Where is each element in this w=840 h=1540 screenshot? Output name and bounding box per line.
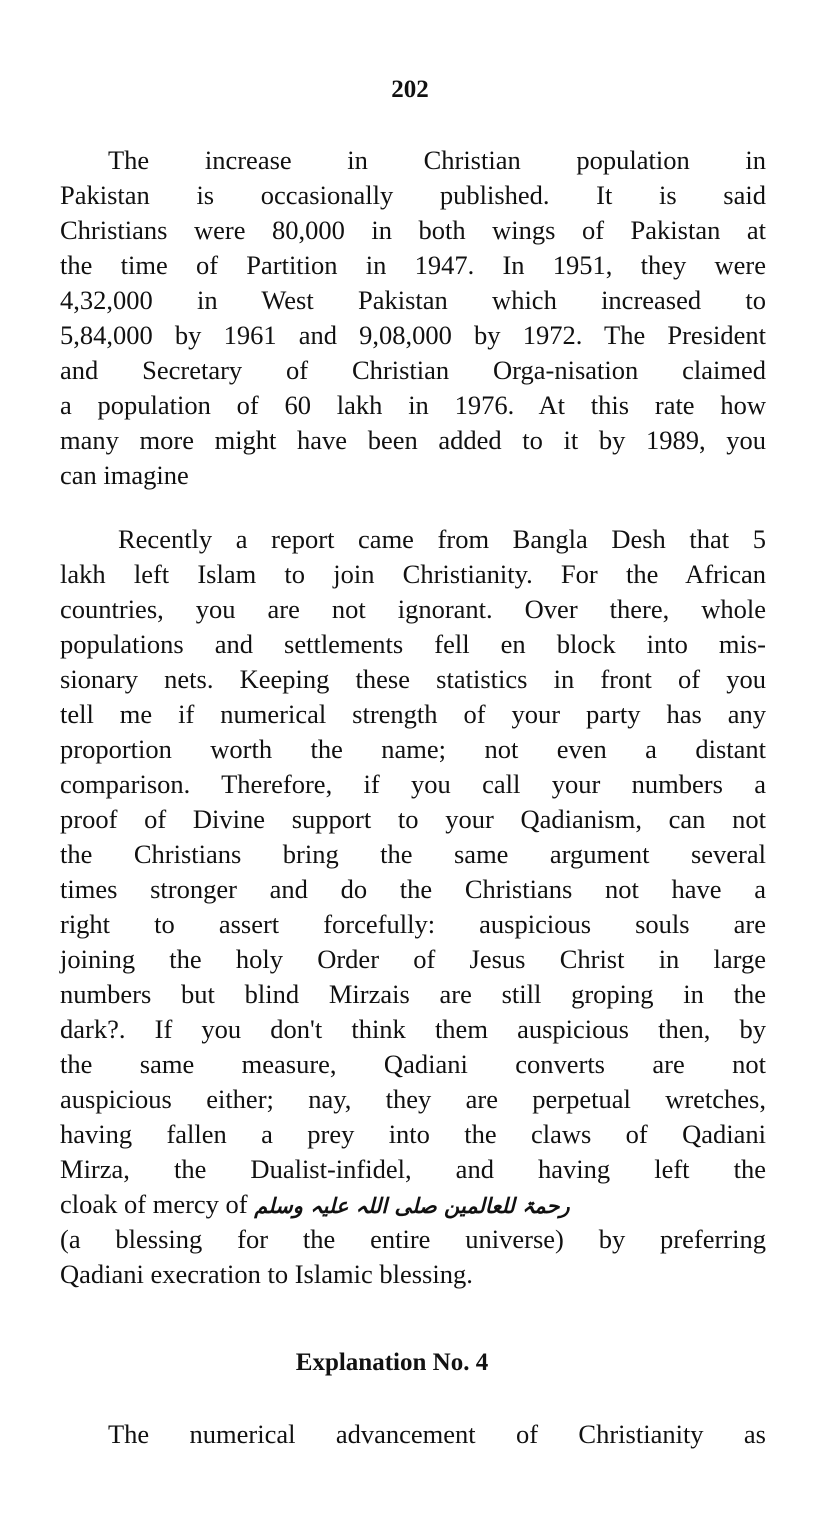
text-line: proof of Divine support to your Qadianism, can not xyxy=(60,804,766,834)
text-line: proportion worth the name; not even a distant xyxy=(60,734,766,764)
text-line: The increase in Christian population in xyxy=(108,145,766,175)
arabic-phrase: رحمۃ للعالمین صلی اللہ علیہ وسلم xyxy=(254,1194,570,1218)
text-line xyxy=(60,1187,766,1222)
text-line: and Secretary of Christian Orga-nisation claimed xyxy=(60,355,766,385)
text-line: The numerical advancement of Christianity as xyxy=(108,1419,766,1449)
text-line: right to assert forcefully: auspicious souls are xyxy=(60,909,766,939)
text-line: 5,84,000 by 1961 and 9,08,000 by 1972. The President xyxy=(60,320,766,350)
text-line: the time of Partition in 1947. In 1951, they were xyxy=(60,250,766,280)
paragraph-christian-population xyxy=(60,143,766,493)
text-line: joining the holy Order of Jesus Christ in large xyxy=(60,944,766,974)
text-line: many more might have been added to it by 1989, you xyxy=(60,425,766,455)
text-line: 4,32,000 in West Pakistan which increased to xyxy=(60,285,766,315)
text-line: Recently a report came from Bangla Desh that 5 xyxy=(118,524,766,554)
text-line: having fallen a prey into the claws of Qadiani xyxy=(60,1119,766,1149)
text-line: Qadiani execration to Islamic blessing. xyxy=(60,1259,473,1289)
text-line: countries, you are not ignorant. Over there, whole xyxy=(60,594,766,624)
text-line: comparison. Therefore, if you call your numbers a xyxy=(60,769,766,799)
text-line: times stronger and do the Christians not have a xyxy=(60,874,766,904)
text-line: Christians were 80,000 in both wings of Pakistan at xyxy=(60,215,766,245)
text-line: numbers but blind Mirzais are still groping in the xyxy=(60,979,766,1009)
text-line: sionary nets. Keeping these statistics in front of you xyxy=(60,664,766,694)
text-line: a population of 60 lakh in 1976. At this rate how xyxy=(60,390,766,420)
paragraph-bangla-desh-report xyxy=(60,522,766,1292)
text-line: the Christians bring the same argument several xyxy=(60,839,766,869)
cloak-text: cloak of mercy of xyxy=(60,1189,248,1219)
text-line: lakh left Islam to join Christianity. For the African xyxy=(60,559,766,589)
text-line: tell me if numerical strength of your party has any xyxy=(60,699,766,729)
text-line: (a blessing for the entire universe) by preferring xyxy=(60,1224,766,1254)
text-line: Pakistan is occasionally published. It is said xyxy=(60,180,766,210)
text-line: populations and settlements fell en block into mis- xyxy=(60,629,766,659)
text-line: dark?. If you don't think them auspicious then, by xyxy=(60,1014,766,1044)
text-line: auspicious either; nay, they are perpetual wretches, xyxy=(60,1084,766,1114)
text-line: can imagine xyxy=(60,460,189,490)
section-heading: Explanation No. 4 xyxy=(295,1349,489,1376)
text-line: the same measure, Qadiani converts are not xyxy=(60,1049,766,1079)
paragraph-explanation xyxy=(60,1417,766,1452)
text-line: Mirza, the Dualist-infidel, and having left the xyxy=(60,1154,766,1184)
page-number: 202 xyxy=(391,76,429,103)
